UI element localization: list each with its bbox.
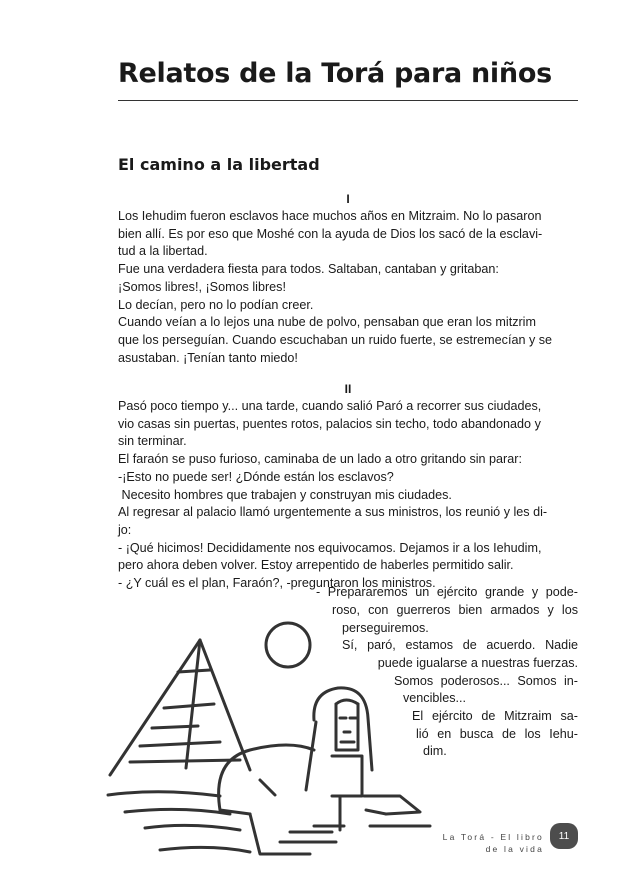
dialogue-line: roso, con guerreros bien armados y los — [332, 603, 578, 617]
sphinx-icon — [219, 688, 420, 854]
sun-icon — [266, 623, 310, 667]
text-line: - ¿Y cuál es el plan, Faraón?, -preguntaron los ministros. — [118, 576, 436, 591]
dialogue-line: - Prepararemos un ejército grande y pode- — [316, 585, 578, 599]
text-line: asustaban. ¡Tenían tanto miedo! — [118, 350, 298, 365]
page-number-badge: 11 — [550, 823, 578, 849]
section-number-1: I — [346, 192, 350, 206]
text-line: Fue una verdadera fiesta para todos. Saltaban, cantaban y gritaban: — [118, 262, 499, 277]
text-line: tud a la libertad. — [118, 244, 208, 259]
title-underline — [118, 100, 578, 101]
dialogue-line: puede igualarse a nuestras fuerzas. — [377, 656, 578, 670]
dialogue-line: lió en busca de los Iehu- — [416, 727, 578, 741]
text-line: jo: — [118, 522, 132, 537]
section-number-2: II — [344, 382, 352, 396]
dialogue-line: Somos poderosos... Somos in- — [394, 674, 578, 688]
text-line: Necesito hombres que trabajen y construyan mis ciudades. — [118, 487, 452, 502]
dialogue-line: vencibles... — [403, 691, 466, 705]
dialogue-line: Sí, paró, estamos de acuerdo. Nadie — [342, 638, 578, 652]
text-line: Al regresar al palacio llamó urgentemente a sus ministros, los reunió y les di- — [118, 505, 548, 520]
section-2-text — [118, 398, 578, 593]
text-line: Pasó poco tiempo y... una tarde, cuando salió Paró a recorrer sus ciudades, — [118, 399, 542, 413]
page-title: Relatos de la Torá para niños — [118, 58, 552, 89]
footer-book-title: La Torá - El libro de la vida — [442, 832, 544, 854]
text-line: pero ahora deben volver. Estoy arrepentido de haberles permitido salir. — [118, 558, 514, 573]
section-1-text — [118, 208, 578, 367]
text-line: sin terminar. — [118, 434, 187, 449]
text-line: El faraón se puso furioso, caminaba de un lado a otro gritando sin parar: — [118, 452, 522, 467]
text-line: -¡Esto no puede ser! ¿Dónde están los esclavos? — [118, 469, 394, 484]
text-line: que los perseguían. Cuando escuchaban un ruido fuerte, se estremecían y se — [118, 332, 553, 347]
text-line: Lo decían, pero no lo podían creer. — [118, 297, 314, 312]
pyramid-sphinx-sun-illustration — [100, 600, 440, 870]
text-line: - ¡Qué hicimos! Decididamente nos equivocamos. Dejamos ir a los Iehudim, — [118, 540, 542, 555]
dialogue-line: perseguiremos. — [342, 621, 429, 635]
text-line: ¡Somos libres!, ¡Somos libres! — [118, 279, 286, 294]
text-line: Cuando veían a lo lejos una nube de polvo, pensaban que eran los mitzrim — [118, 315, 536, 330]
text-line: bien allí. Es por eso que Moshé con la ayuda de Dios los sacó de la esclavi- — [118, 226, 543, 241]
text-line: vio casas sin puertas, puentes rotos, palacios sin techo, todo abandonado y — [118, 416, 541, 431]
chapter-title: El camino a la libertad — [118, 155, 320, 174]
text-line: Los Iehudim fueron esclavos hace muchos años en Mitzraim. No lo pasaron — [118, 209, 542, 223]
dialogue-line: El ejército de Mitzraim sa- — [412, 709, 578, 723]
dialogue-line: dim. — [423, 744, 447, 758]
pyramid-icon — [110, 640, 250, 775]
